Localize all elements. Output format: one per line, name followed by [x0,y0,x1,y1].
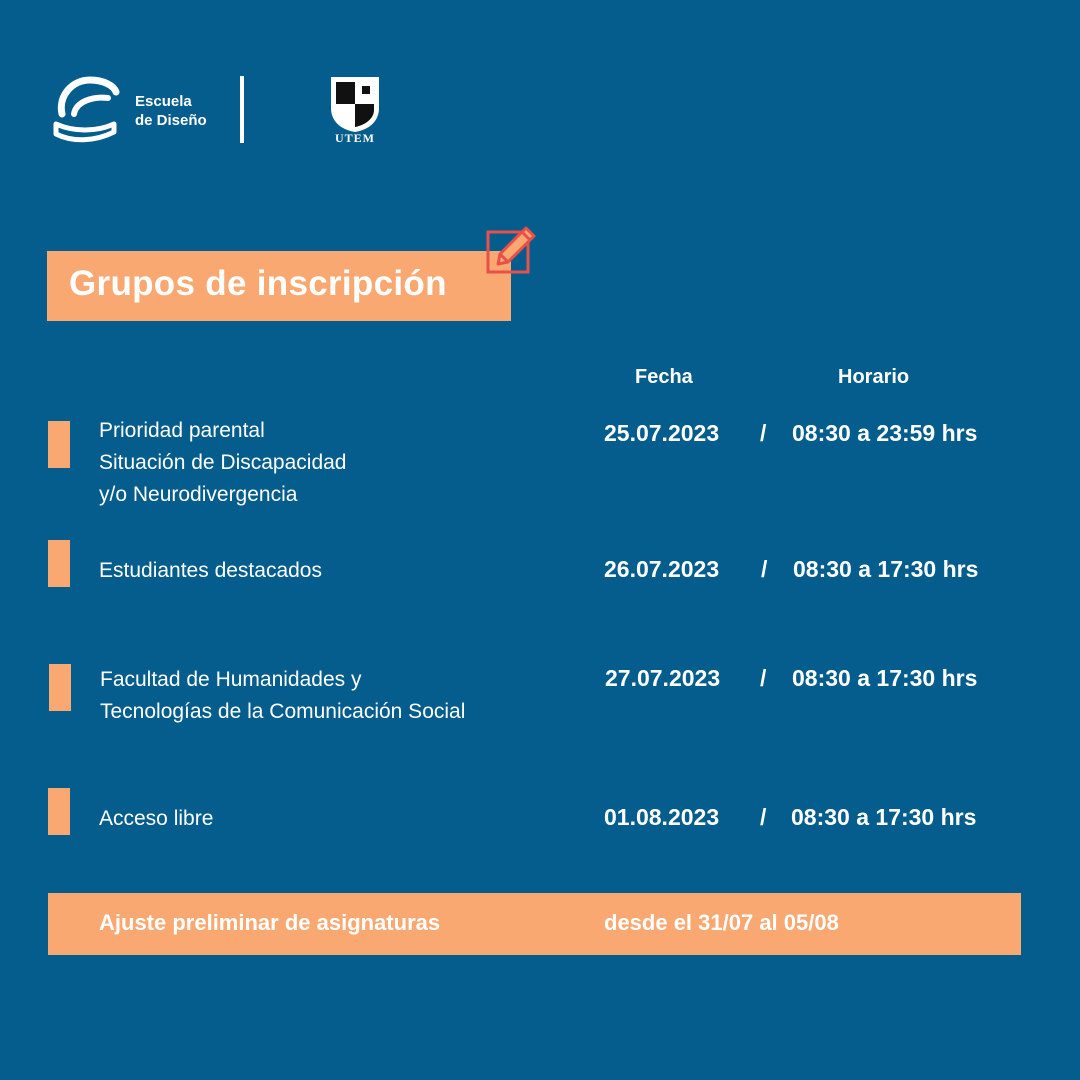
school-name [135,92,207,130]
row-separator: / [760,804,767,830]
page-title: Grupos de inscripción [69,264,447,303]
row-label-line: Situación de Discapacidad [99,451,347,474]
row-label-line: Acceso libre [99,807,214,830]
school-name-line2: de Diseño [135,112,207,129]
row-date: 25.07.2023 [604,420,720,446]
row-label-line: Facultad de Humanidades y [100,668,362,691]
footer-date-range: desde el 31/07 al 05/08 [604,910,839,935]
footer-label: Ajuste preliminar de asignaturas [99,910,441,935]
row-marker [48,540,70,587]
row-separator: / [760,665,767,691]
row-separator: / [761,556,768,582]
row-separator: / [760,420,767,446]
row-marker [48,788,70,835]
row-time: 08:30 a 17:30 hrs [791,804,977,830]
row-label [99,555,322,587]
row-time: 08:30 a 17:30 hrs [792,665,978,691]
column-header-horario: Horario [838,366,910,388]
row-marker [48,421,70,468]
column-header-fecha: Fecha [635,366,693,388]
row-date: 01.08.2023 [604,804,720,830]
row-label-line: Estudiantes destacados [99,559,322,582]
escuela-diseno-logo-icon [52,74,120,144]
row-label [99,415,347,511]
header-divider [240,76,244,143]
row-label-line: Tecnologías de la Comunicación Social [100,700,466,723]
row-label [100,664,465,728]
row-date: 26.07.2023 [604,556,720,582]
row-date: 27.07.2023 [605,665,721,691]
school-name-line1: Escuela [135,93,192,110]
row-time: 08:30 a 17:30 hrs [793,556,979,582]
utem-wordmark: UTEM [335,131,375,145]
edit-pencil-icon [484,224,538,276]
row-label-line: Prioridad parental [99,419,265,442]
row-label-line: y/o Neurodivergencia [99,483,298,506]
row-time: 08:30 a 23:59 hrs [792,420,978,446]
row-label [99,803,213,835]
row-marker [49,664,71,711]
